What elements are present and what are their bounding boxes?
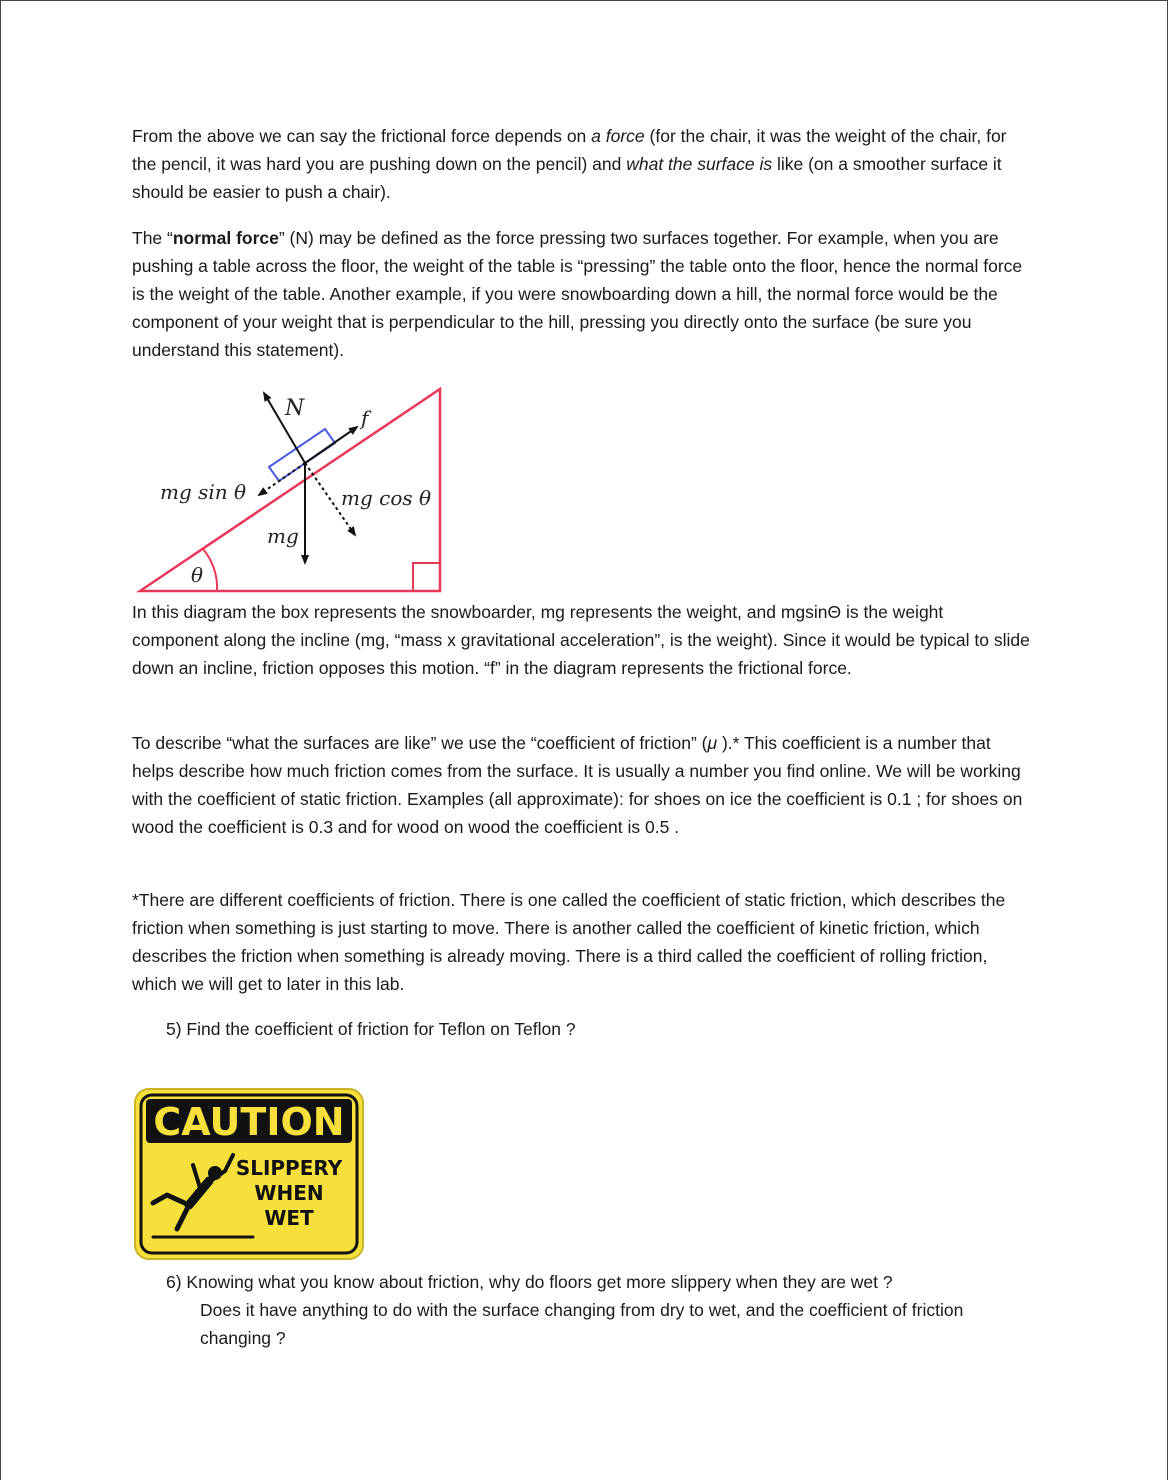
label-mg-cos: mg cos θ (341, 486, 432, 510)
label-theta: θ (191, 563, 204, 587)
paragraph-types-of-friction (132, 886, 1032, 998)
emphasis-what-surface-is: what the surface is (626, 154, 773, 174)
caution-slippery-sign (133, 1087, 365, 1261)
text: like (on a smoother surface it should be easier to push a chair). (132, 154, 1002, 202)
emphasis-a-force: a force (591, 126, 645, 146)
label-n: N (285, 396, 305, 421)
label-mg-sin: mg sin θ (160, 480, 247, 504)
sign-line-when: WHEN (254, 1181, 324, 1205)
paragraph-coefficient-of-friction (132, 729, 1032, 841)
box (269, 429, 335, 481)
friction-arrow (305, 427, 357, 463)
caution-header: CAUTION (153, 1100, 345, 1144)
question-6-line-1: 6) Knowing what you know about friction, why do floors get more slippery when they are wet ? (166, 1272, 893, 1292)
sign-line-slippery: SLIPPERY (235, 1156, 343, 1180)
text: From the above we can say the frictional force depends on (132, 126, 592, 146)
mu-symbol: μ (707, 733, 718, 753)
text: (for the chair, it was the weight of the chair, for the pencil, it was hard you are pushing down on the pencil) and (132, 126, 1007, 174)
text: *There are different coefficients of friction. There is one called the coefficient of static friction, which describes the friction when something is just starting to move. There is another called the coefficient of kinetic friction, which describes the friction when something is already moving. There is a third called the coefficient of rolling friction, which we will get to later in this lab. (132, 890, 1006, 994)
question-5 (166, 1015, 1066, 1043)
text: The “ (132, 228, 173, 248)
text: 5) Find the coefficient of friction for Teflon on Teflon ? (166, 1019, 576, 1039)
label-mg: mg (267, 524, 299, 548)
paragraph-diagram-explanation (132, 598, 1032, 682)
incline-force-diagram (135, 385, 447, 597)
paragraph-frictional-force-depends (132, 122, 1032, 206)
question-6 (166, 1268, 1026, 1352)
label-f: f (361, 406, 369, 430)
text: In this diagram the box represents the snowboarder, mg represents the weight, and mgsinΘ is the weight component along the incline (mg, “mass x gravitational acceleration”, is the weight). Since it would be typical to slide down an incline, friction opposes this motion. “f” in the diagram represents the frictional force. (132, 602, 1030, 678)
sign-line-wet: WET (264, 1206, 314, 1230)
paragraph-normal-force (132, 224, 1032, 364)
text: ” (N) may be defined as the force pressing two surfaces together. For example, when you are pushing a table across the floor, the weight of the table is “pressing” the table onto the floor, hence the normal force is the weight of the table. Another example, if you were snowboarding down a hill, the normal force would be the component of your weight that is perpendicular to the hill, pressing you directly onto the surface (be sure you understand this statement). (132, 228, 1023, 360)
text: ).* This coefficient is a number that helps describe how much friction comes from the surface. It is usually a number you find online. We will be working with the coefficient of static friction. Examples (all approximate): for shoes on ice the coefficient is 0.1 ; for shoes on wood the coefficient is 0.3 and for wood on wood the coefficient is 0.5 . (132, 733, 1023, 837)
bold-normal-force: normal force (172, 228, 279, 248)
text: To describe “what the surfaces are like” we use the “coefficient of friction” ( (132, 733, 708, 753)
question-6-line-2: Does it have anything to do with the surface changing from dry to wet, and the coefficient of friction changing ? (200, 1300, 964, 1348)
